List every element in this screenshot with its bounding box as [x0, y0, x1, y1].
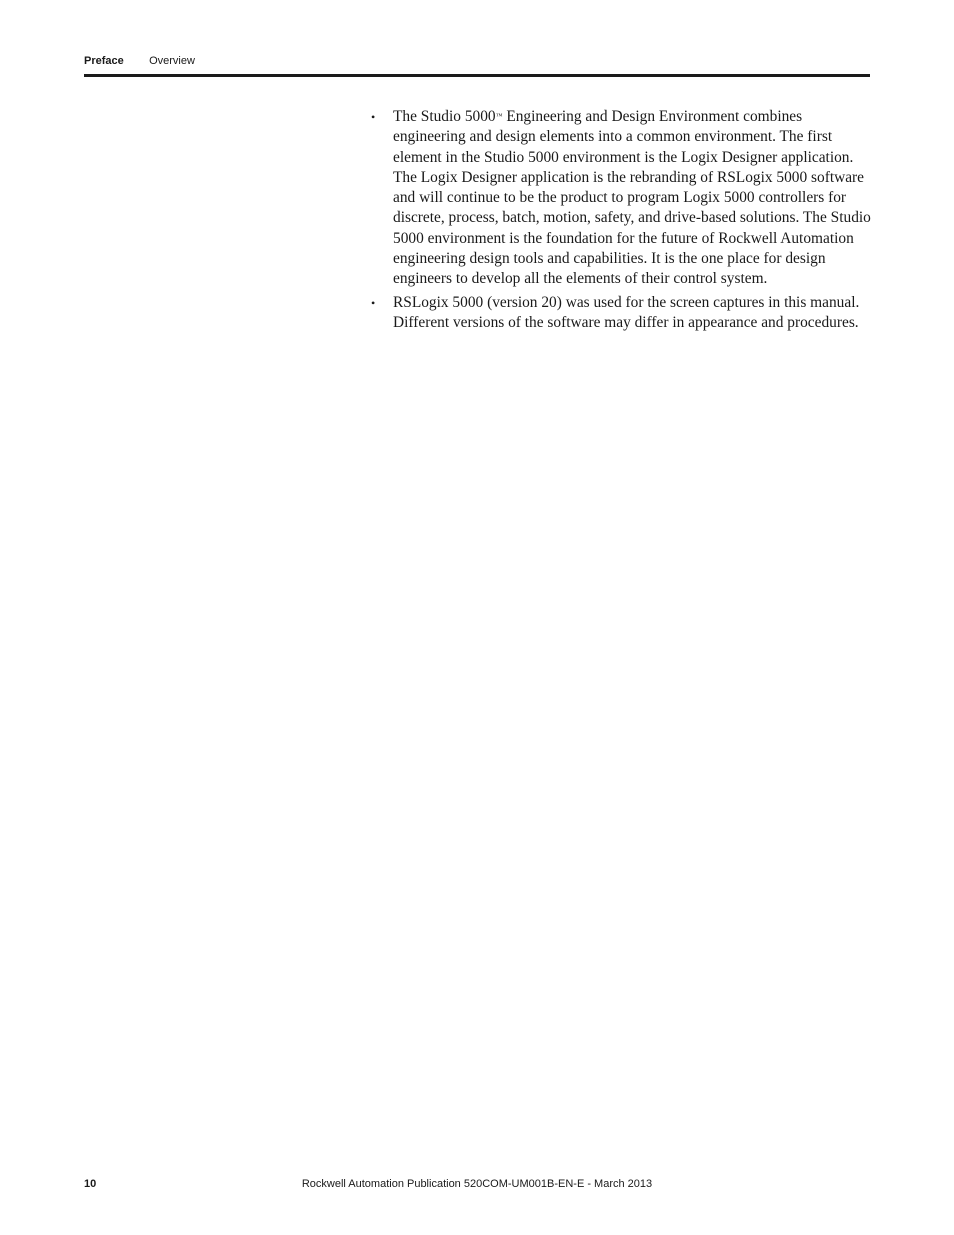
bullet-text-start: The Studio 5000	[393, 108, 496, 125]
running-footer	[84, 1175, 870, 1193]
header-subsection-title: Overview	[149, 55, 195, 67]
running-header	[84, 52, 870, 70]
header-rule	[84, 74, 870, 77]
bullet-text-rest: Engineering and Design Environment combines engineering and design elements into a common environment. The first element in the Studio 5000 environment is the Logix Designer application. The Logix Designer application is the rebranding of RSLogix 5000 software and will continue to be the product to program Logix 5000 controllers for discrete, process, batch, motion, safety, and drive-based solutions. The Studio 5000 environment is the foundation for the future of Rockwell Automation engineering design tools and capabilities. It is the one place for design engineers to develop all the elements of their control system.	[393, 108, 871, 288]
publication-info: Rockwell Automation Publication 520COM-UM001B-EN-E - March 2013	[301, 1178, 653, 1190]
list-item	[371, 107, 871, 290]
header-section-title: Preface	[84, 55, 124, 67]
bullet-icon: •	[371, 295, 376, 310]
trademark-symbol: ™	[495, 112, 503, 120]
bullet-text: RSLogix 5000 (version 20) was used for the screen captures in this manual. Different versions of the software may differ in appearance and procedures.	[393, 293, 860, 331]
body-content	[371, 107, 871, 336]
list-item	[371, 293, 871, 334]
bullet-list	[371, 107, 871, 333]
page-number: 10	[84, 1178, 97, 1190]
bullet-icon: •	[371, 110, 376, 124]
